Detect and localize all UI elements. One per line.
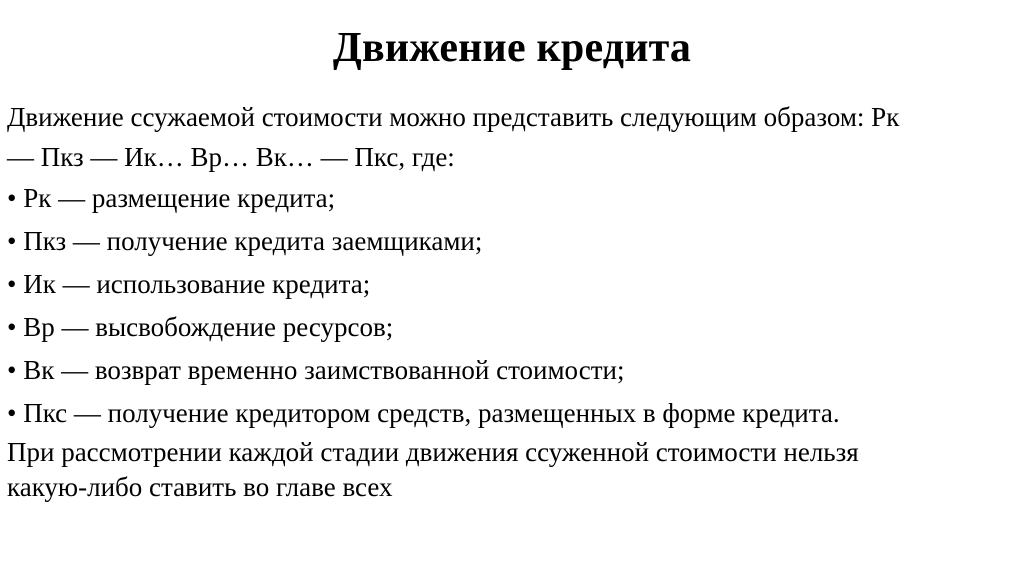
bullet-item-vr: • Вр — высвобождение ресурсов; [7,312,394,342]
bullet-list [7,177,1012,435]
outro-line-2: какую-либо ставить во главе всех [7,472,393,502]
intro-paragraph [7,97,1012,177]
intro-line-2: — Пкз — Ик… Вр… Вк… — Пкс, где: [7,142,455,172]
slide-title: Движение кредита [332,25,692,71]
intro-line-1: Движение ссужаемой стоимости можно представить следующим образом: Рк [7,102,900,132]
bullet-item-rk: • Рк — размещение кредита; [7,183,336,213]
bullet-item-vk: • Вк — возврат временно заимствованной стоимости; [7,355,625,385]
bullet-item-pkz: • Пкз — получение кредита заемщиками; [7,226,483,256]
outro-paragraph [7,435,1012,505]
bullet-item-pks: • Пкс — получение кредитором средств, размещенных в форме кредита. [7,398,840,428]
slide-body [7,97,1012,505]
bullet-item-ik: • Ик — использование кредита; [7,269,371,299]
outro-line-1: При рассмотрении каждой стадии движения ссуженной стоимости нельзя [7,437,859,467]
